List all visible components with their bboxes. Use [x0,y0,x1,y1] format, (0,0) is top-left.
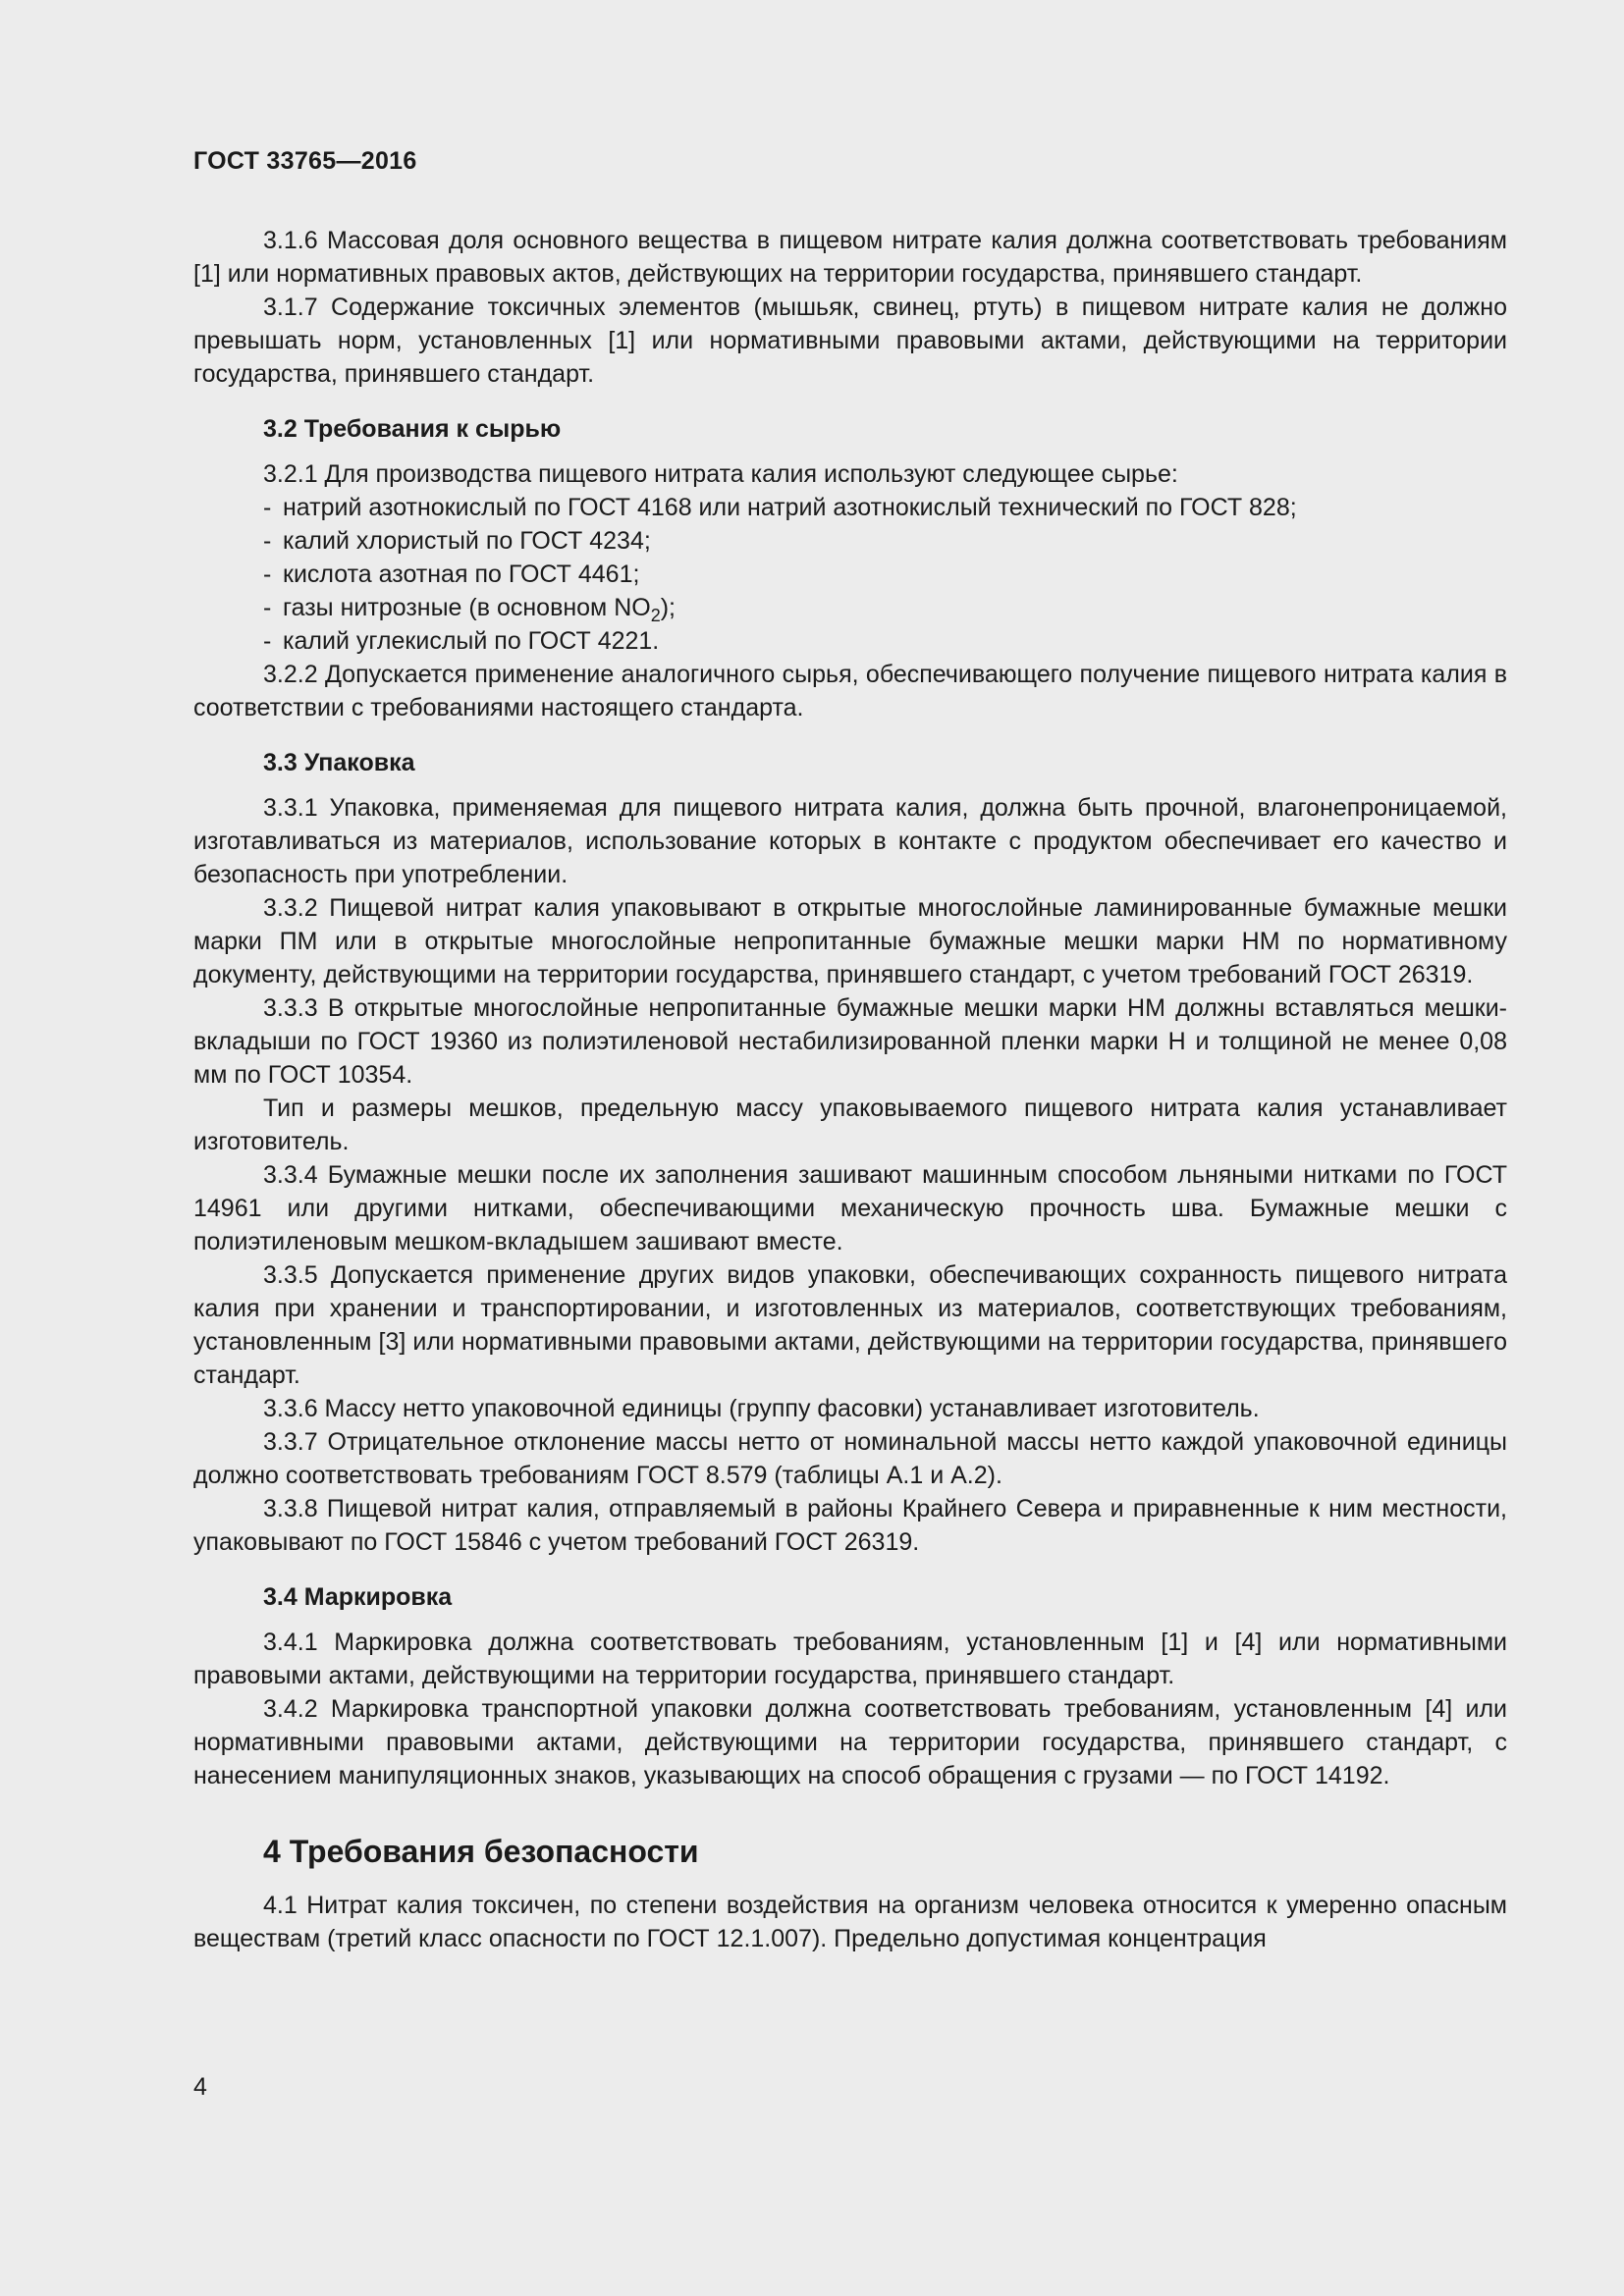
paragraph-3-3-3-continued: Тип и размеры мешков, предельную массу упаковываемого пищевого нитрата калия устанавливает изготовитель. [193,1095,1507,1155]
paragraph-3-3-7: 3.3.7 Отрицательное отклонение массы нетто от номинальной массы нетто каждой упаковочной единицы должно соответствовать требованиям ГОСТ 8.579 (таблицы А.1 и А.2). [193,1428,1507,1489]
heading-3-4: 3.4 Маркировка [263,1583,453,1611]
paragraph-4-1: 4.1 Нитрат калия токсичен, по степени воздействия на организм человека относится к умеренно опасным веществам (третий класс опасности по ГОСТ 12.1.007). Предельно допустимая концентрация [193,1892,1507,1952]
paragraph-3-3-1: 3.3.1 Упаковка, применяемая для пищевого нитрата калия, должна быть прочной, влагонепроницаемой, изготавливаться из материалов, использование которых в контакте с продуктом обеспечивает его качество и безопасность при употреблении. [193,794,1507,888]
subscript: 2 [650,606,661,625]
list-item: - калий углекислый по ГОСТ 4221. [193,624,1507,658]
heading-section-4: 4 Требования безопасности [263,1834,699,1869]
raw-materials-list [193,491,1507,658]
list-item: - натрий азотнокислый по ГОСТ 4168 или натрий азотнокислый технический по ГОСТ 828; [193,491,1507,524]
paragraph-3-3-8: 3.3.8 Пищевой нитрат калия, отправляемый в районы Крайнего Севера и приравненные к ним местности, упаковывают по ГОСТ 15846 с учетом требований ГОСТ 26319. [193,1495,1507,1556]
paragraph-3-3-6: 3.3.6 Массу нетто упаковочной единицы (группу фасовки) устанавливает изготовитель. [263,1395,1260,1422]
paragraph-3-1-7: 3.1.7 Содержание токсичных элементов (мышьяк, свинец, ртуть) в пищевом нитрате калия не должно превышать норм, установленных [1] или нормативными правовыми актами, действующими на территории государства, принявшего стандарт. [193,294,1507,388]
paragraph-3-1-6: 3.1.6 Массовая доля основного вещества в пищевом нитрате калия должна соответствовать требованиям [1] или нормативных правовых актов, действующих на территории государства, принявшего стандарт. [193,227,1507,288]
list-item: - кислота азотная по ГОСТ 4461; [193,558,1507,591]
list-item: - газы нитрозные (в основном $NO_2$); [193,591,1507,624]
page-number: 4 [193,2073,207,2101]
paragraph-3-4-2: 3.4.2 Маркировка транспортной упаковки должна соответствовать требованиям, установленным [4] или нормативными правовыми актами, действующими на территории государства, принявшего стандарт, с нанесением манипуляционных знаков, указывающих на способ обращения с грузами — по ГОСТ 14192. [193,1695,1507,1789]
paragraph-3-2-1: 3.2.1 Для производства пищевого нитрата калия используют следующее сырье: [263,460,1178,488]
document-body [193,224,1507,1955]
paragraph-3-4-1: 3.4.1 Маркировка должна соответствовать требованиям, установленным [1] и [4] или нормативными правовыми актами, действующими на территории государства, принявшего стандарт. [193,1629,1507,1689]
paragraph-3-3-5: 3.3.5 Допускается применение других видов упаковки, обеспечивающих сохранность пищевого нитрата калия при хранении и транспортировании, и изготовленных из материалов, соответствующих требованиям, установленным [3] или нормативными правовыми актами, действующими на территории государства, принявшего стандарт. [193,1261,1507,1389]
heading-3-3: 3.3 Упаковка [263,749,415,776]
paragraph-3-3-3: 3.3.3 В открытые многослойные непропитанные бумажные мешки марки НМ должны вставляться мешки-вкладыши по ГОСТ 19360 из полиэтиленовой нестабилизированной пленки марки Н и толщиной не менее 0,08 мм по ГОСТ 10354. [193,994,1507,1089]
list-item: - калий хлористый по ГОСТ 4234; [193,524,1507,558]
heading-3-2: 3.2 Требования к сырью [263,415,562,443]
paragraph-3-3-4: 3.3.4 Бумажные мешки после их заполнения зашивают машинным способом льняными нитками по ГОСТ 14961 или другими нитками, обеспечивающими механическую прочность шва. Бумажные мешки с полиэтиленовым мешком-вкладышем зашивают вместе. [193,1161,1507,1255]
paragraph-3-2-2: 3.2.2 Допускается применение аналогичного сырья, обеспечивающего получение пищевого нитрата калия в соответствии с требованиями настоящего стандарта. [193,661,1507,721]
document-header: ГОСТ 33765—2016 [193,147,417,175]
paragraph-3-3-2: 3.3.2 Пищевой нитрат калия упаковывают в открытые многослойные ламинированные бумажные мешки марки ПМ или в открытые многослойные непропитанные бумажные мешки марки НМ по нормативному документу, действующими на территории государства, принявшего стандарт, с учетом требований ГОСТ 26319. [193,894,1507,988]
